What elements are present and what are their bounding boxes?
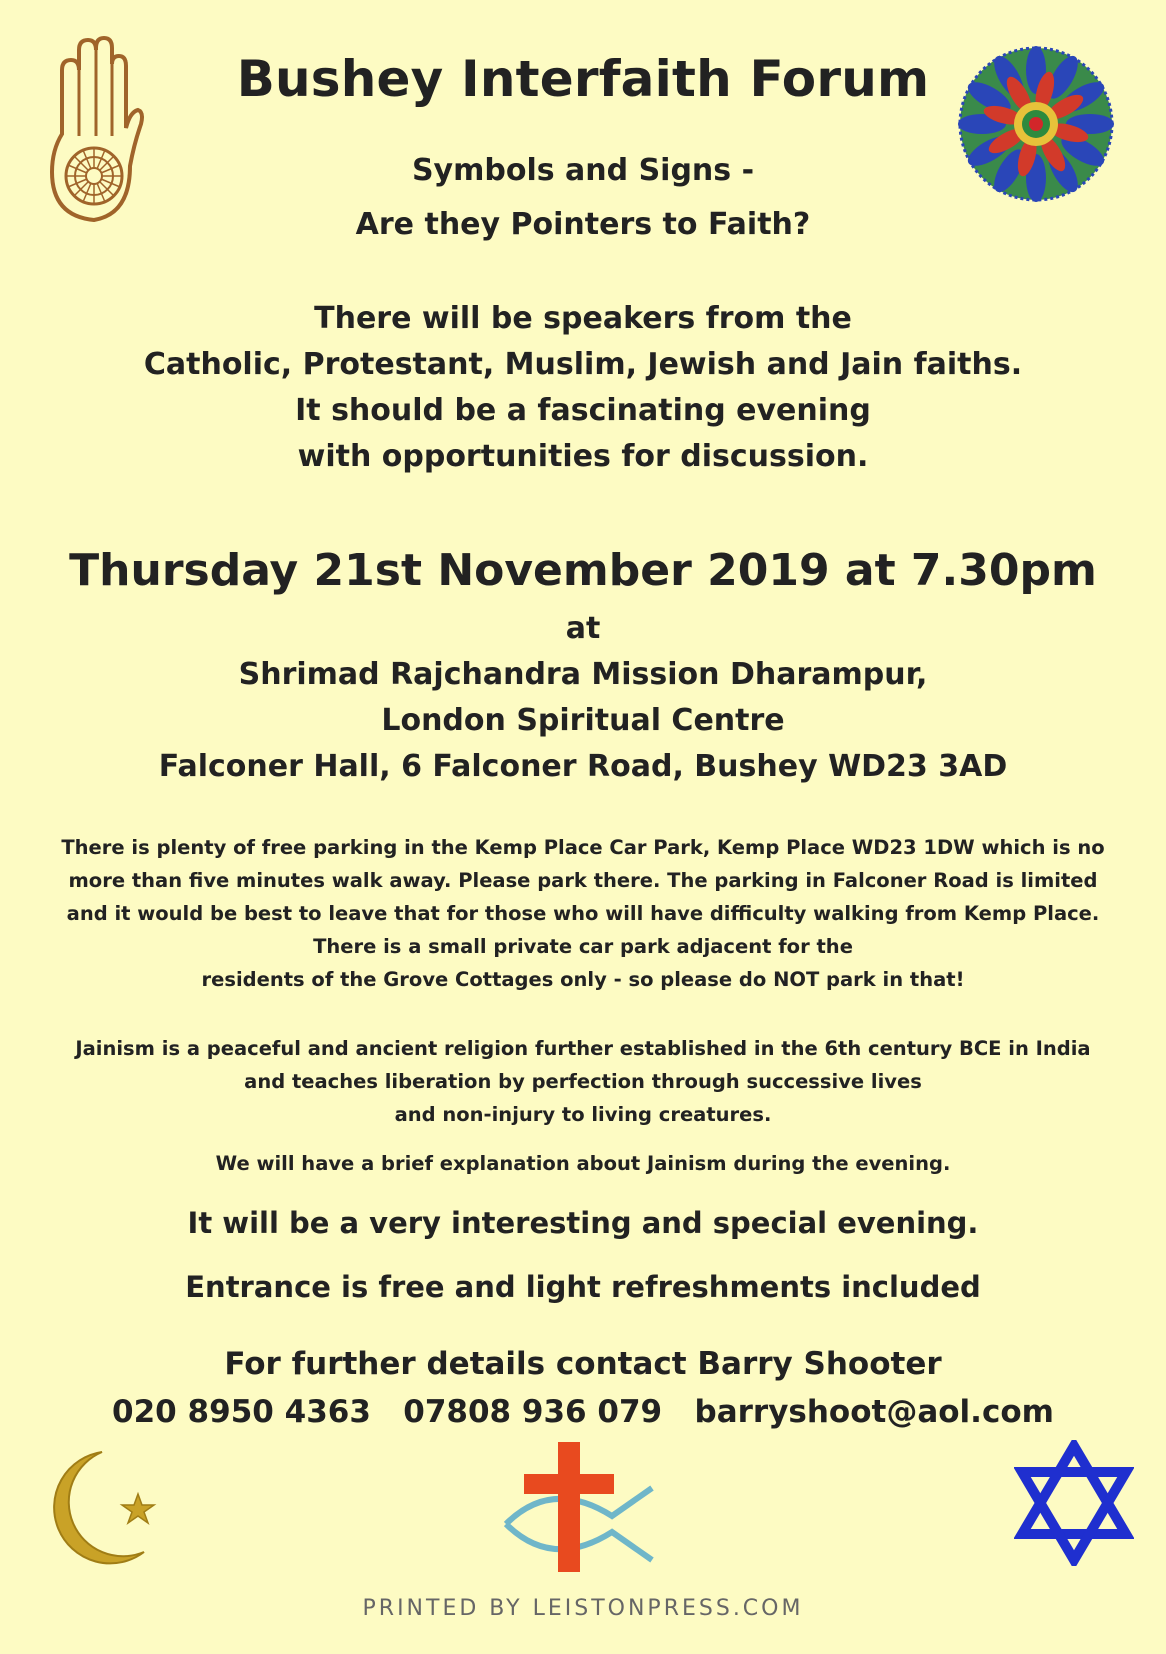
jainism-line: and non-injury to living creatures. xyxy=(394,1103,772,1126)
parking-line: more than five minutes walk away. Please park there. The parking in Falconer Road is limited xyxy=(68,869,1098,892)
crescent-star-icon xyxy=(40,1448,170,1568)
intro-line: There will be speakers from the xyxy=(314,301,852,336)
intro-line: with opportunities for discussion. xyxy=(297,439,869,474)
venue xyxy=(0,606,1166,790)
jainism-explanation: We will have a brief explanation about Jainism during the evening. xyxy=(215,1152,951,1175)
subtitle xyxy=(0,144,1166,252)
entrance-info: Entrance is free and light refreshments included xyxy=(185,1270,981,1304)
intro-text xyxy=(0,296,1166,480)
special-evening: It will be a very interesting and special evening. xyxy=(187,1206,979,1240)
parking-line: and it would be best to leave that for those who will have difficulty walking from Kemp Place. xyxy=(66,902,1100,925)
star-of-david-icon xyxy=(1014,1440,1134,1566)
jainism-line: Jainism is a peaceful and ancient religion further established in the 6th century BCE in India xyxy=(75,1037,1091,1060)
venue-line: Shrimad Rajchandra Mission Dharampur, xyxy=(238,657,928,692)
parking-info xyxy=(0,831,1166,996)
parking-line: residents of the Grove Cottages only - so please do NOT park in that! xyxy=(201,968,965,991)
contact-info xyxy=(0,1340,1166,1436)
venue-line: London Spiritual Centre xyxy=(381,703,785,738)
event-date: Thursday 21st November 2019 at 7.30pm xyxy=(69,545,1097,596)
jainism-line: and teaches liberation by perfection through successive lives xyxy=(244,1070,922,1093)
subtitle-line: Symbols and Signs - xyxy=(411,153,755,188)
intro-line: It should be a fascinating evening xyxy=(295,393,871,428)
contact-heading: For further details contact Barry Shooter xyxy=(224,1346,942,1382)
jainism-info xyxy=(0,1032,1166,1131)
venue-line: Falconer Hall, 6 Falconer Road, Bushey WD23 3AD xyxy=(158,749,1008,784)
poster-title: Bushey Interfaith Forum xyxy=(236,50,930,108)
printer-credit: PRINTED BY LEISTONPRESS.COM xyxy=(362,1596,804,1621)
subtitle-line: Are they Pointers to Faith? xyxy=(355,207,811,242)
contact-details: 020 8950 4363 07808 936 079 barryshoot@aol.com xyxy=(112,1394,1054,1430)
intro-line: Catholic, Protestant, Muslim, Jewish and Jain faiths. xyxy=(143,347,1023,382)
parking-line: There is a small private car park adjacent for the xyxy=(313,935,853,958)
parking-line: There is plenty of free parking in the Kemp Place Car Park, Kemp Place WD23 1DW which is no xyxy=(61,836,1105,859)
venue-at: at xyxy=(565,611,601,646)
cross-fish-icon xyxy=(502,1438,662,1578)
